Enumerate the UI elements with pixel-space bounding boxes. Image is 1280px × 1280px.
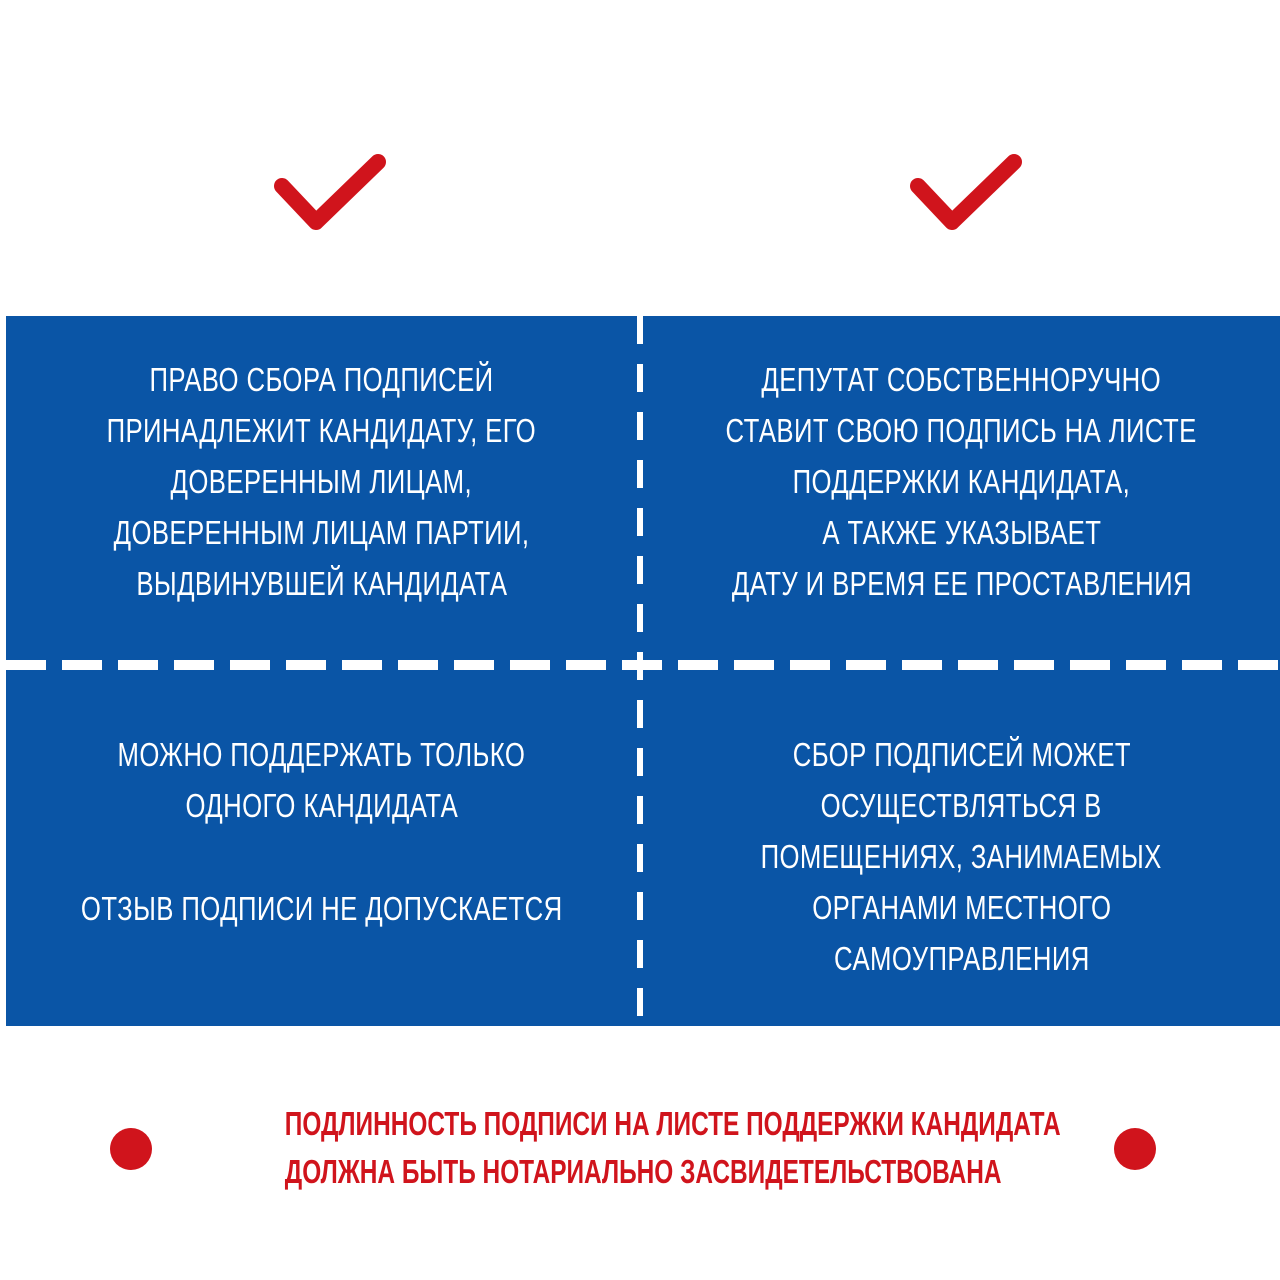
cell-top-left [6,336,637,626]
cell-line: ОТЗЫВ ПОДПИСИ НЕ ДОПУСКАЕТСЯ [80,890,563,927]
cell-line: ДАТУ И ВРЕМЯ ЕЕ ПРОСТАВЛЕНИЯ [731,564,1192,602]
cell-line: ПРИНАДЛЕЖИТ КАНДИДАТУ, ЕГО [106,411,537,449]
cell-line: ОРГАНАМИ МЕСТНОГО [811,889,1112,926]
horizontal-divider [6,660,1280,670]
cell-line: ВЫДВИНУВШЕЙ КАНДИДАТА [135,564,508,602]
cell-line: ДОВЕРЕННЫМ ЛИЦАМ, [170,462,473,500]
cell-line: ОСУЩЕСТВЛЯТЬСЯ В [820,787,1103,824]
cell-bottom-right [643,670,1280,1026]
cell-line: САМОУПРАВЛЕНИЯ [833,940,1090,977]
cell-line: СБОР ПОДПИСЕЙ МОЖЕТ [792,736,1131,773]
checkmark-icon-left [272,150,390,236]
bottom-note [160,1100,1120,1196]
cell-line: ПОДДЕРЖКИ КАНДИДАТА, [792,462,1131,500]
vertical-divider [637,316,643,1026]
bullet-dot-right [1114,1128,1156,1170]
note-line: ПОДЛИННОСТЬ ПОДПИСИ НА ЛИСТЕ ПОДДЕРЖКИ КАНДИДАТА [284,1105,1061,1142]
bullet-dot-left [110,1128,152,1170]
cell-line: ПРАВО СБОРА ПОДПИСЕЙ [149,360,494,398]
note-line: ДОЛЖНА БЫТЬ НОТАРИАЛЬНО ЗАСВИДЕТЕЛЬСТВОВАНА [284,1153,1002,1190]
info-grid [6,316,1280,1026]
cell-line: ДОВЕРЕННЫМ ЛИЦАМ ПАРТИИ, [113,513,530,551]
cell-line: МОЖНО ПОДДЕРЖАТЬ ТОЛЬКО [117,736,526,773]
cell-line: СТАВИТ СВОЮ ПОДПИСЬ НА ЛИСТЕ [725,411,1198,449]
checkmark-icon-right [908,150,1026,236]
cell-bottom-left [6,670,637,1026]
cell-top-right [643,336,1280,626]
cell-line: А ТАКЖЕ УКАЗЫВАЕТ [821,513,1101,551]
cell-line: ДЕПУТАТ СОБСТВЕННОРУЧНО [761,360,1162,398]
cell-line: ПОМЕЩЕНИЯХ, ЗАНИМАЕМЫХ [760,838,1163,875]
cell-line: ОДНОГО КАНДИДАТА [185,787,458,824]
